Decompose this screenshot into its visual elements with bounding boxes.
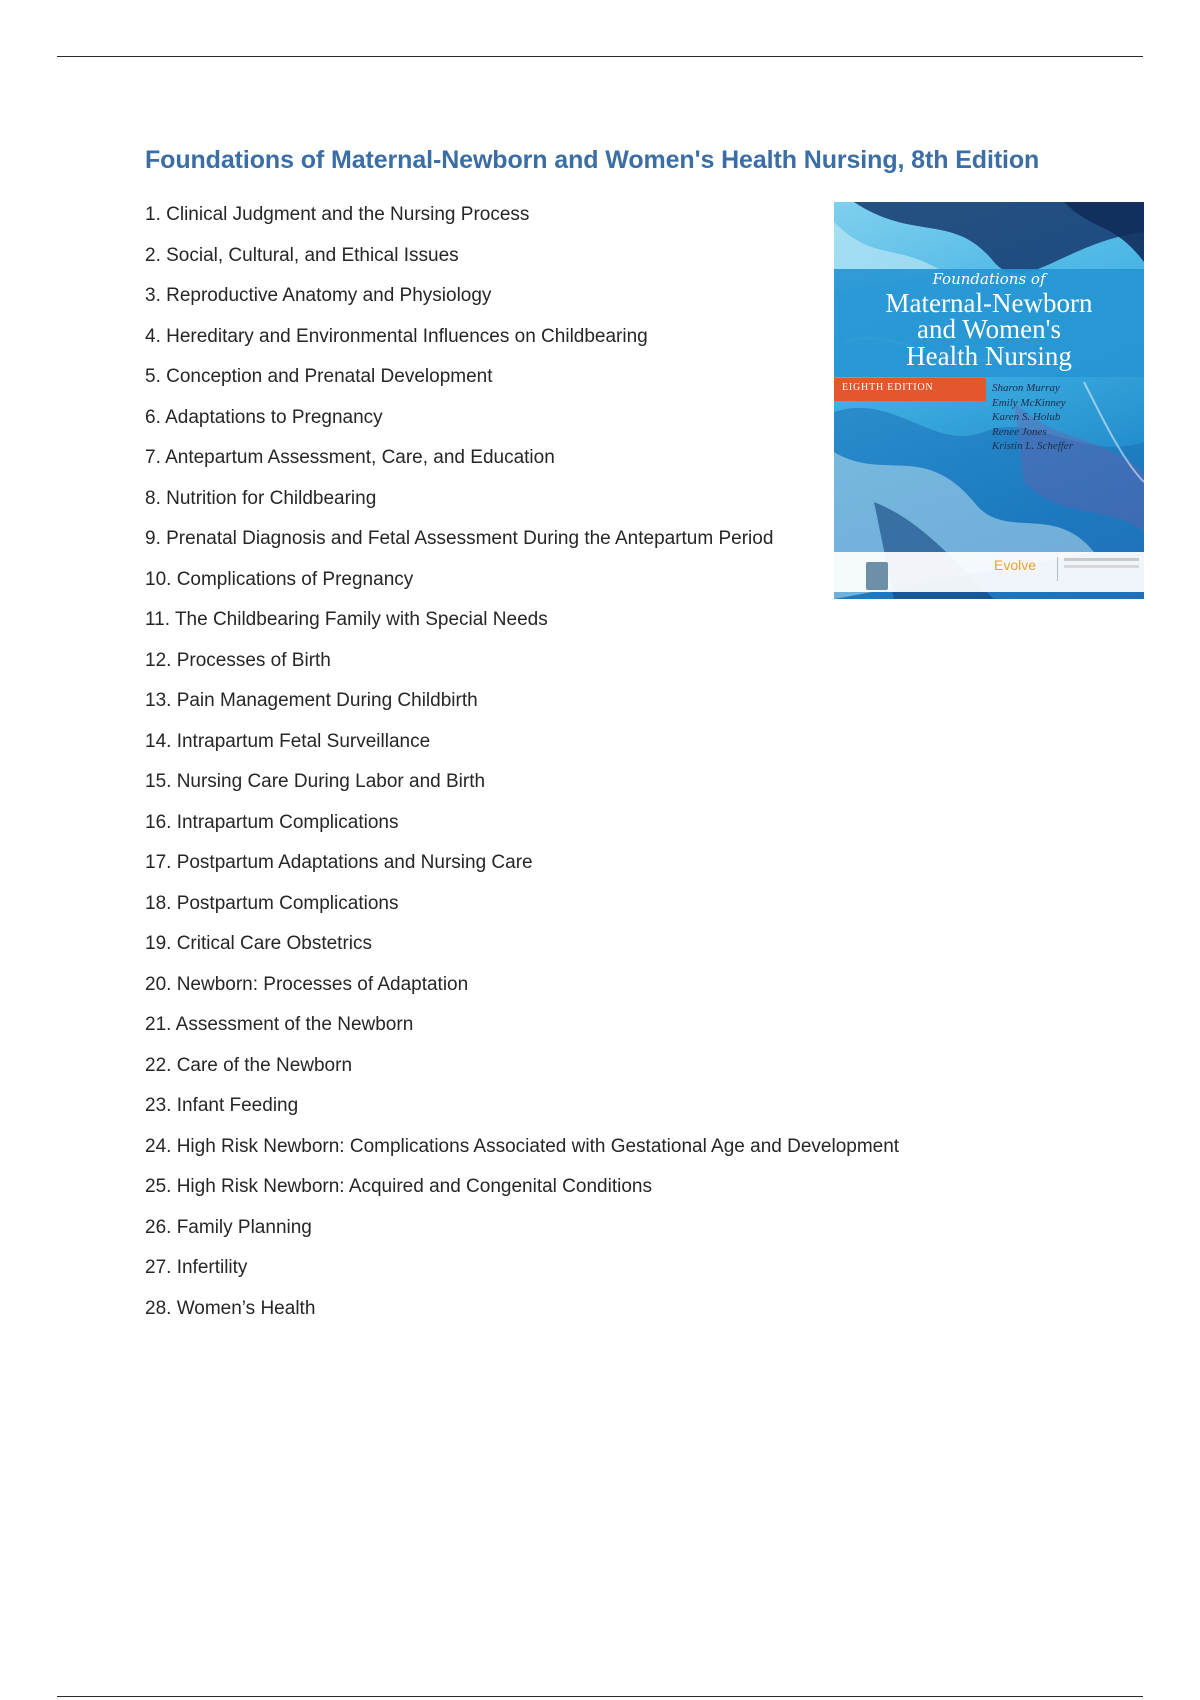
toc-item: 10. Complications of Pregnancy bbox=[145, 568, 414, 590]
toc-item: 26. Family Planning bbox=[145, 1216, 312, 1238]
cover-title-line: Health Nursing bbox=[906, 341, 1072, 371]
toc-item: 25. High Risk Newborn: Acquired and Congenital Conditions bbox=[145, 1176, 652, 1197]
toc-item: 27. Infertility bbox=[145, 1257, 248, 1278]
cover-kicker: Foundations of bbox=[932, 270, 1046, 288]
toc-item: 5. Conception and Prenatal Development bbox=[145, 366, 493, 387]
evolve-logo: Evolve bbox=[994, 557, 1037, 573]
publisher-logo-icon bbox=[866, 562, 888, 590]
toc-item: 19. Critical Care Obstetrics bbox=[145, 933, 373, 954]
edition-banner bbox=[834, 378, 986, 401]
footer-divider bbox=[1057, 557, 1058, 581]
toc-item: 23. Infant Feeding bbox=[145, 1095, 299, 1116]
toc-item: 9. Prenatal Diagnosis and Fetal Assessment During the Antepartum Period bbox=[145, 528, 774, 549]
toc-item: 8. Nutrition for Childbearing bbox=[145, 487, 377, 509]
toc-item: 4. Hereditary and Environmental Influences on Childbearing bbox=[145, 325, 648, 347]
toc-item: 17. Postpartum Adaptations and Nursing Care bbox=[145, 852, 533, 873]
author-name: Emily McKinney bbox=[992, 396, 1066, 409]
toc-item: 2. Social, Cultural, and Ethical Issues bbox=[145, 244, 459, 266]
footer-fine-print bbox=[1064, 558, 1139, 568]
edition-label: EIGHTH EDITION bbox=[842, 382, 934, 393]
author-name: Sharon Murray bbox=[992, 382, 1060, 394]
toc-item: 14. Intrapartum Fetal Surveillance bbox=[145, 730, 431, 752]
cover-title-line: Maternal-Newborn bbox=[885, 288, 1093, 318]
toc-item: 11. The Childbearing Family with Special Needs bbox=[145, 609, 548, 630]
toc-item: 20. Newborn: Processes of Adaptation bbox=[145, 973, 469, 995]
toc-item: 22. Care of the Newborn bbox=[145, 1054, 353, 1076]
author-name: Renee Jones bbox=[992, 425, 1047, 438]
cover-authors bbox=[992, 381, 1073, 454]
toc-item: 21. Assessment of the Newborn bbox=[145, 1014, 414, 1035]
toc-item: 13. Pain Management During Childbirth bbox=[145, 690, 478, 711]
toc-item: 16. Intrapartum Complications bbox=[145, 811, 399, 833]
toc-item: 1. Clinical Judgment and the Nursing Process bbox=[145, 204, 530, 225]
toc-item: 12. Processes of Birth bbox=[145, 649, 331, 671]
top-rule bbox=[57, 56, 1143, 57]
toc-item: 3. Reproductive Anatomy and Physiology bbox=[145, 285, 492, 306]
author-name: Karen S. Holub bbox=[992, 411, 1061, 423]
toc-item: 18. Postpartum Complications bbox=[145, 892, 399, 914]
toc-item: 24. High Risk Newborn: Complications Associated with Gestational Age and Development bbox=[145, 1135, 900, 1157]
book-cover-image bbox=[834, 202, 1144, 599]
bottom-rule bbox=[57, 1696, 1143, 1697]
toc-item: 6. Adaptations to Pregnancy bbox=[145, 406, 383, 428]
toc-item: 15. Nursing Care During Labor and Birth bbox=[145, 771, 486, 792]
toc-item: 7. Antepartum Assessment, Care, and Education bbox=[145, 447, 555, 468]
toc-item: 28. Women’s Health bbox=[145, 1297, 316, 1319]
document-title: Foundations of Maternal-Newborn and Women's Health Nursing, 8th Edition bbox=[145, 146, 1040, 174]
cover-title-line: and Women's bbox=[917, 314, 1061, 344]
table-of-contents bbox=[145, 202, 899, 1336]
author-name: Kristin L. Scheffer bbox=[992, 440, 1073, 452]
